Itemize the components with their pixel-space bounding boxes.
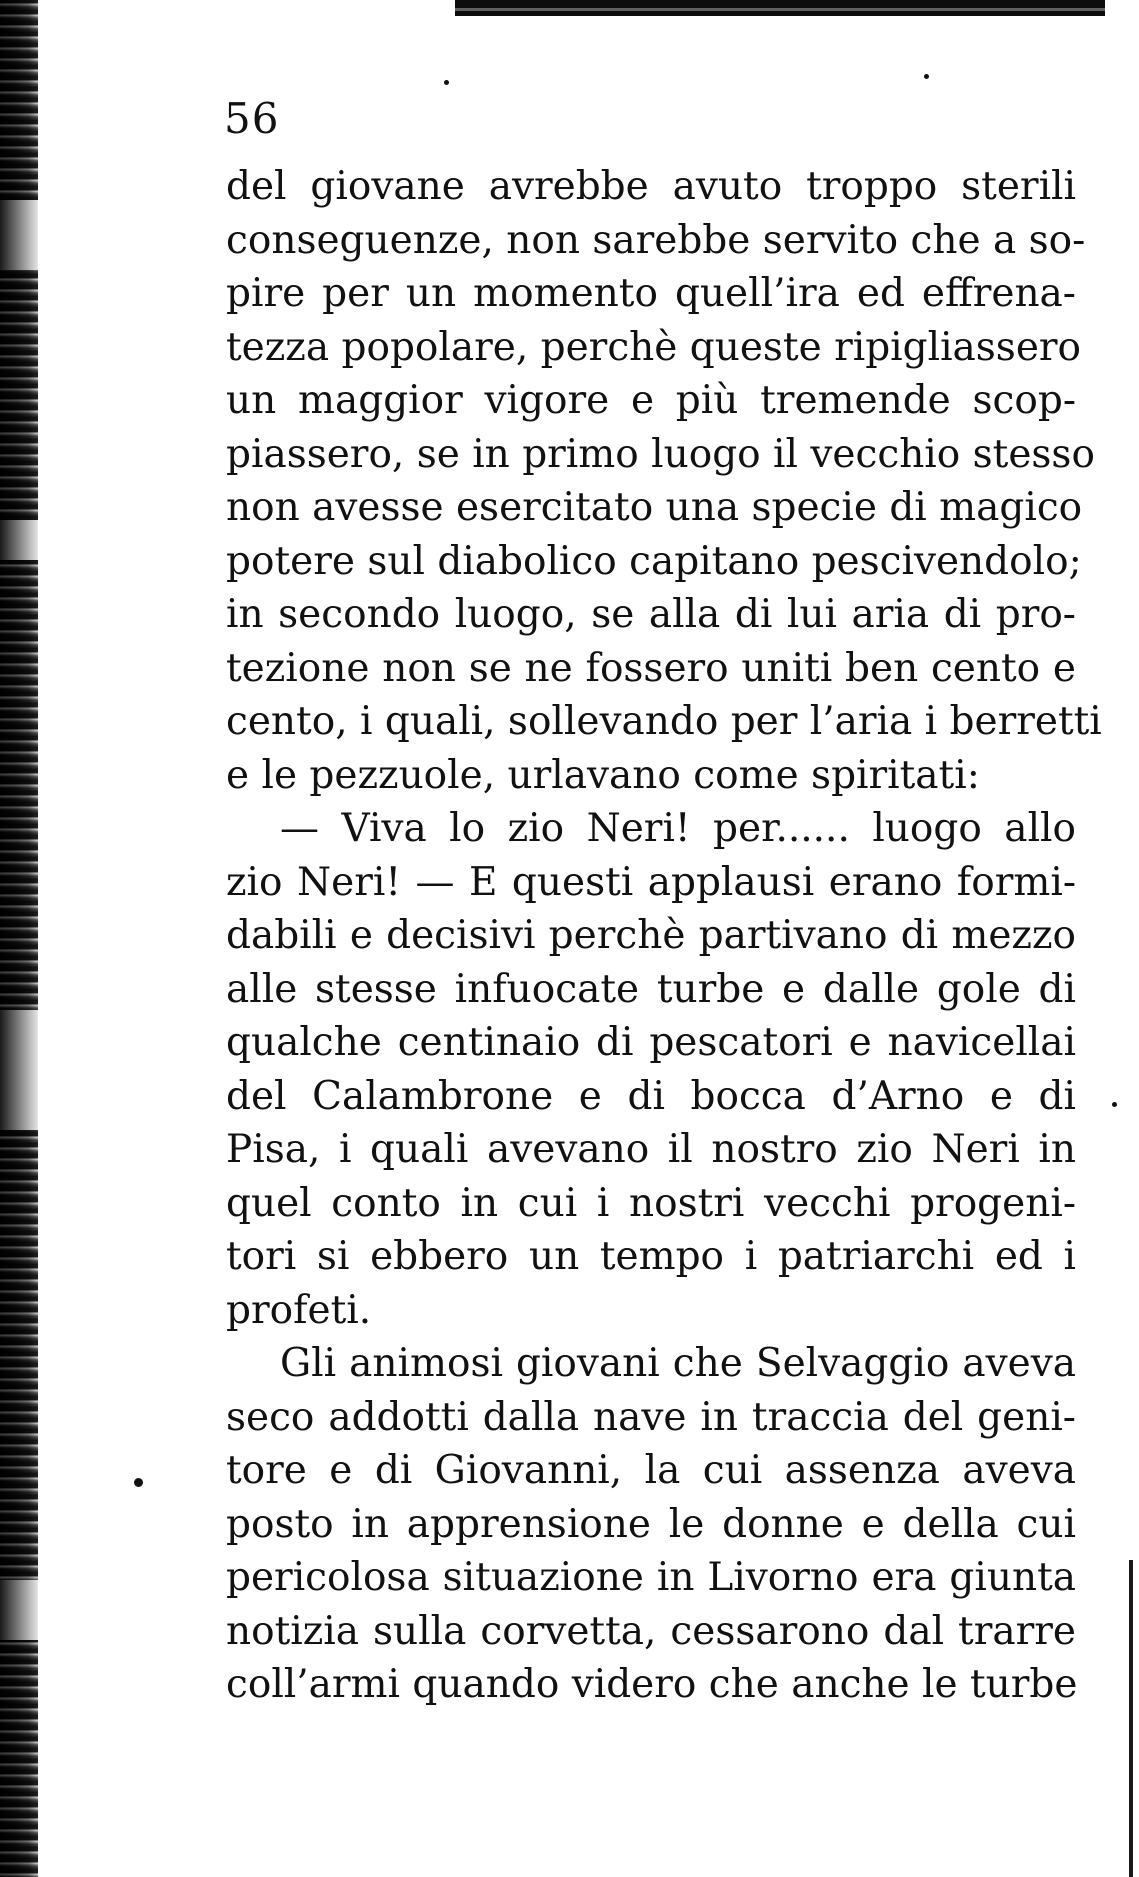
text-line: tori si ebbero un tempo i patriarchi ed i bbox=[226, 1234, 1076, 1279]
text-line: tezza popolare, perchè queste ripigliassero bbox=[226, 324, 1082, 370]
text-line: del giovane avrebbe avuto troppo sterili bbox=[226, 164, 1076, 209]
text-line: non avesse esercitato una specie di magico bbox=[226, 485, 1083, 530]
spine-highlight bbox=[0, 1010, 38, 1130]
ink-speck bbox=[1112, 1102, 1117, 1107]
scan-top-rule-highlight bbox=[455, 8, 1105, 11]
ink-speck bbox=[134, 1478, 143, 1487]
text-line: e le pezzuole, urlavano come spiritati: bbox=[226, 752, 980, 798]
text-line: conseguenze, non sarebbe servito che a so- bbox=[226, 217, 1086, 263]
body-text bbox=[226, 160, 1102, 1712]
ink-speck bbox=[444, 80, 449, 85]
text-line: profeti. bbox=[226, 1287, 372, 1333]
text-line: alle stesse infuocate turbe e dalle gole di bbox=[226, 966, 1076, 1012]
text-line: coll’armi quando videro che anche le turbe bbox=[226, 1662, 1078, 1707]
text-line: seco addotti dalla nave in traccia del geni- bbox=[226, 1394, 1076, 1440]
page-number: 56 bbox=[224, 94, 280, 143]
text-line: quel conto in cui i nostri vecchi progeni- bbox=[226, 1180, 1076, 1226]
text-line: cento, i quali, sollevando per l’aria i berretti bbox=[226, 699, 1102, 744]
spine-highlight bbox=[0, 520, 38, 560]
spine-highlight bbox=[0, 1580, 38, 1640]
text-line: piassero, se in primo luogo il vecchio stesso bbox=[226, 431, 1095, 477]
text-line: qualche centinaio di pescatori e navicellai bbox=[226, 1020, 1076, 1065]
text-line: — Viva lo zio Neri! per...... luogo allo bbox=[280, 806, 1076, 851]
text-line: dabili e decisivi perchè partivano di mezzo bbox=[226, 913, 1076, 958]
text-line: zio Neri! — E questi applausi erano formi- bbox=[226, 859, 1076, 905]
spine-highlight bbox=[0, 200, 38, 270]
text-line: un maggior vigore e più tremende scop- bbox=[226, 378, 1076, 423]
text-line: Gli animosi giovani che Selvaggio aveva bbox=[280, 1341, 1076, 1386]
scan-right-edge bbox=[1129, 1560, 1133, 1877]
text-line: pire per un momento quell’ira ed effrena- bbox=[226, 271, 1076, 316]
text-line: posto in apprensione le donne e della cui bbox=[226, 1501, 1076, 1547]
text-line: pericolosa situazione in Livorno era giunta bbox=[226, 1555, 1076, 1600]
text-line: tezione non se ne fossero uniti ben cento e bbox=[226, 645, 1076, 691]
text-line: del Calambrone e di bocca d’Arno e di bbox=[226, 1073, 1076, 1119]
text-line: notizia sulla corvetta, cessarono dal trarre bbox=[226, 1608, 1076, 1654]
text-line: potere sul diabolico capitano pescivendolo; bbox=[226, 538, 1082, 584]
ink-speck bbox=[924, 74, 929, 79]
text-line: tore e di Giovanni, la cui assenza aveva bbox=[226, 1448, 1076, 1493]
text-line: Pisa, i quali avevano il nostro zio Neri in bbox=[226, 1127, 1076, 1172]
text-line: in secondo luogo, se alla di lui aria di pro- bbox=[226, 592, 1076, 637]
